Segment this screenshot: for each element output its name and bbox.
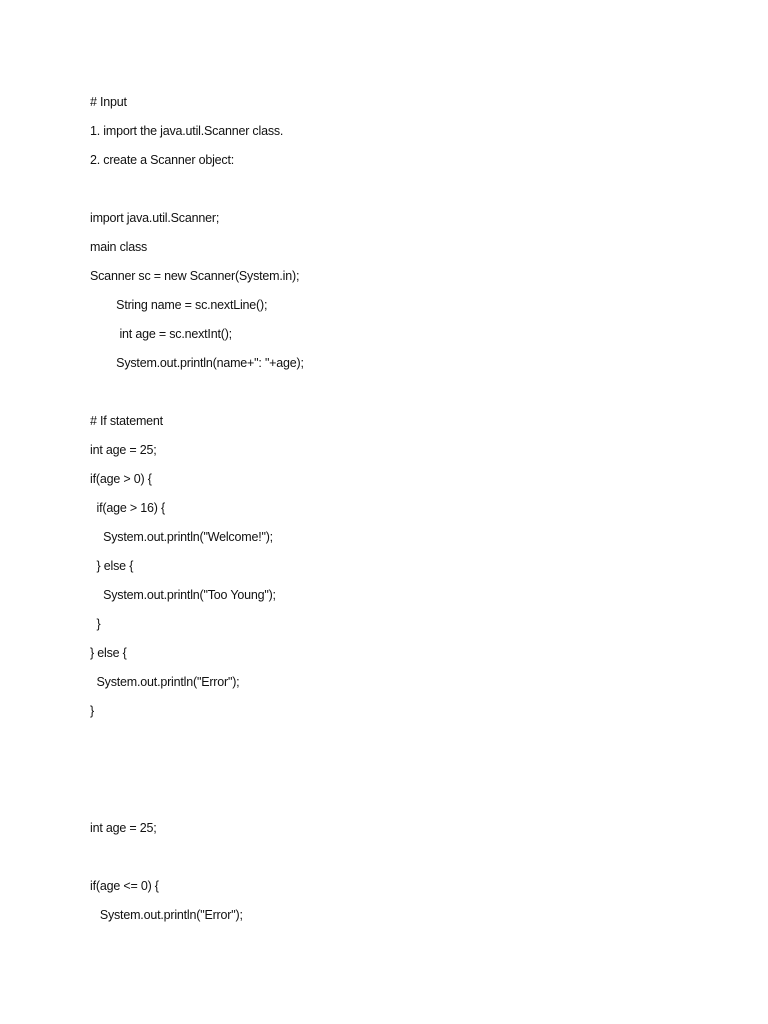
code-line: System.out.println("Error"); <box>90 675 240 689</box>
code-line: int age = sc.nextInt(); <box>90 327 232 341</box>
list-item: 1. import the java.util.Scanner class. <box>90 124 284 138</box>
code-line: Scanner sc = new Scanner(System.in); <box>90 269 300 283</box>
code-line: if(age > 0) { <box>90 472 152 486</box>
code-line: System.out.println(name+": "+age); <box>90 356 304 370</box>
code-line: System.out.println("Welcome!"); <box>90 530 273 544</box>
code-line: int age = 25; <box>90 821 157 835</box>
code-line: if(age > 16) { <box>90 501 165 515</box>
code-line: } <box>90 617 101 631</box>
code-line: String name = sc.nextLine(); <box>90 298 268 312</box>
code-line: import java.util.Scanner; <box>90 211 220 225</box>
list-item: 2. create a Scanner object: <box>90 153 234 167</box>
code-line: } <box>90 704 94 718</box>
heading-input: # Input <box>90 95 127 109</box>
heading-if-statement: # If statement <box>90 414 163 428</box>
code-line: } else { <box>90 646 127 660</box>
code-line: int age = 25; <box>90 443 157 457</box>
code-line: } else { <box>90 559 134 573</box>
code-line: main class <box>90 240 148 254</box>
code-line: System.out.println("Error"); <box>90 908 243 922</box>
code-line: if(age <= 0) { <box>90 879 159 893</box>
code-line: System.out.println("Too Young"); <box>90 588 276 602</box>
